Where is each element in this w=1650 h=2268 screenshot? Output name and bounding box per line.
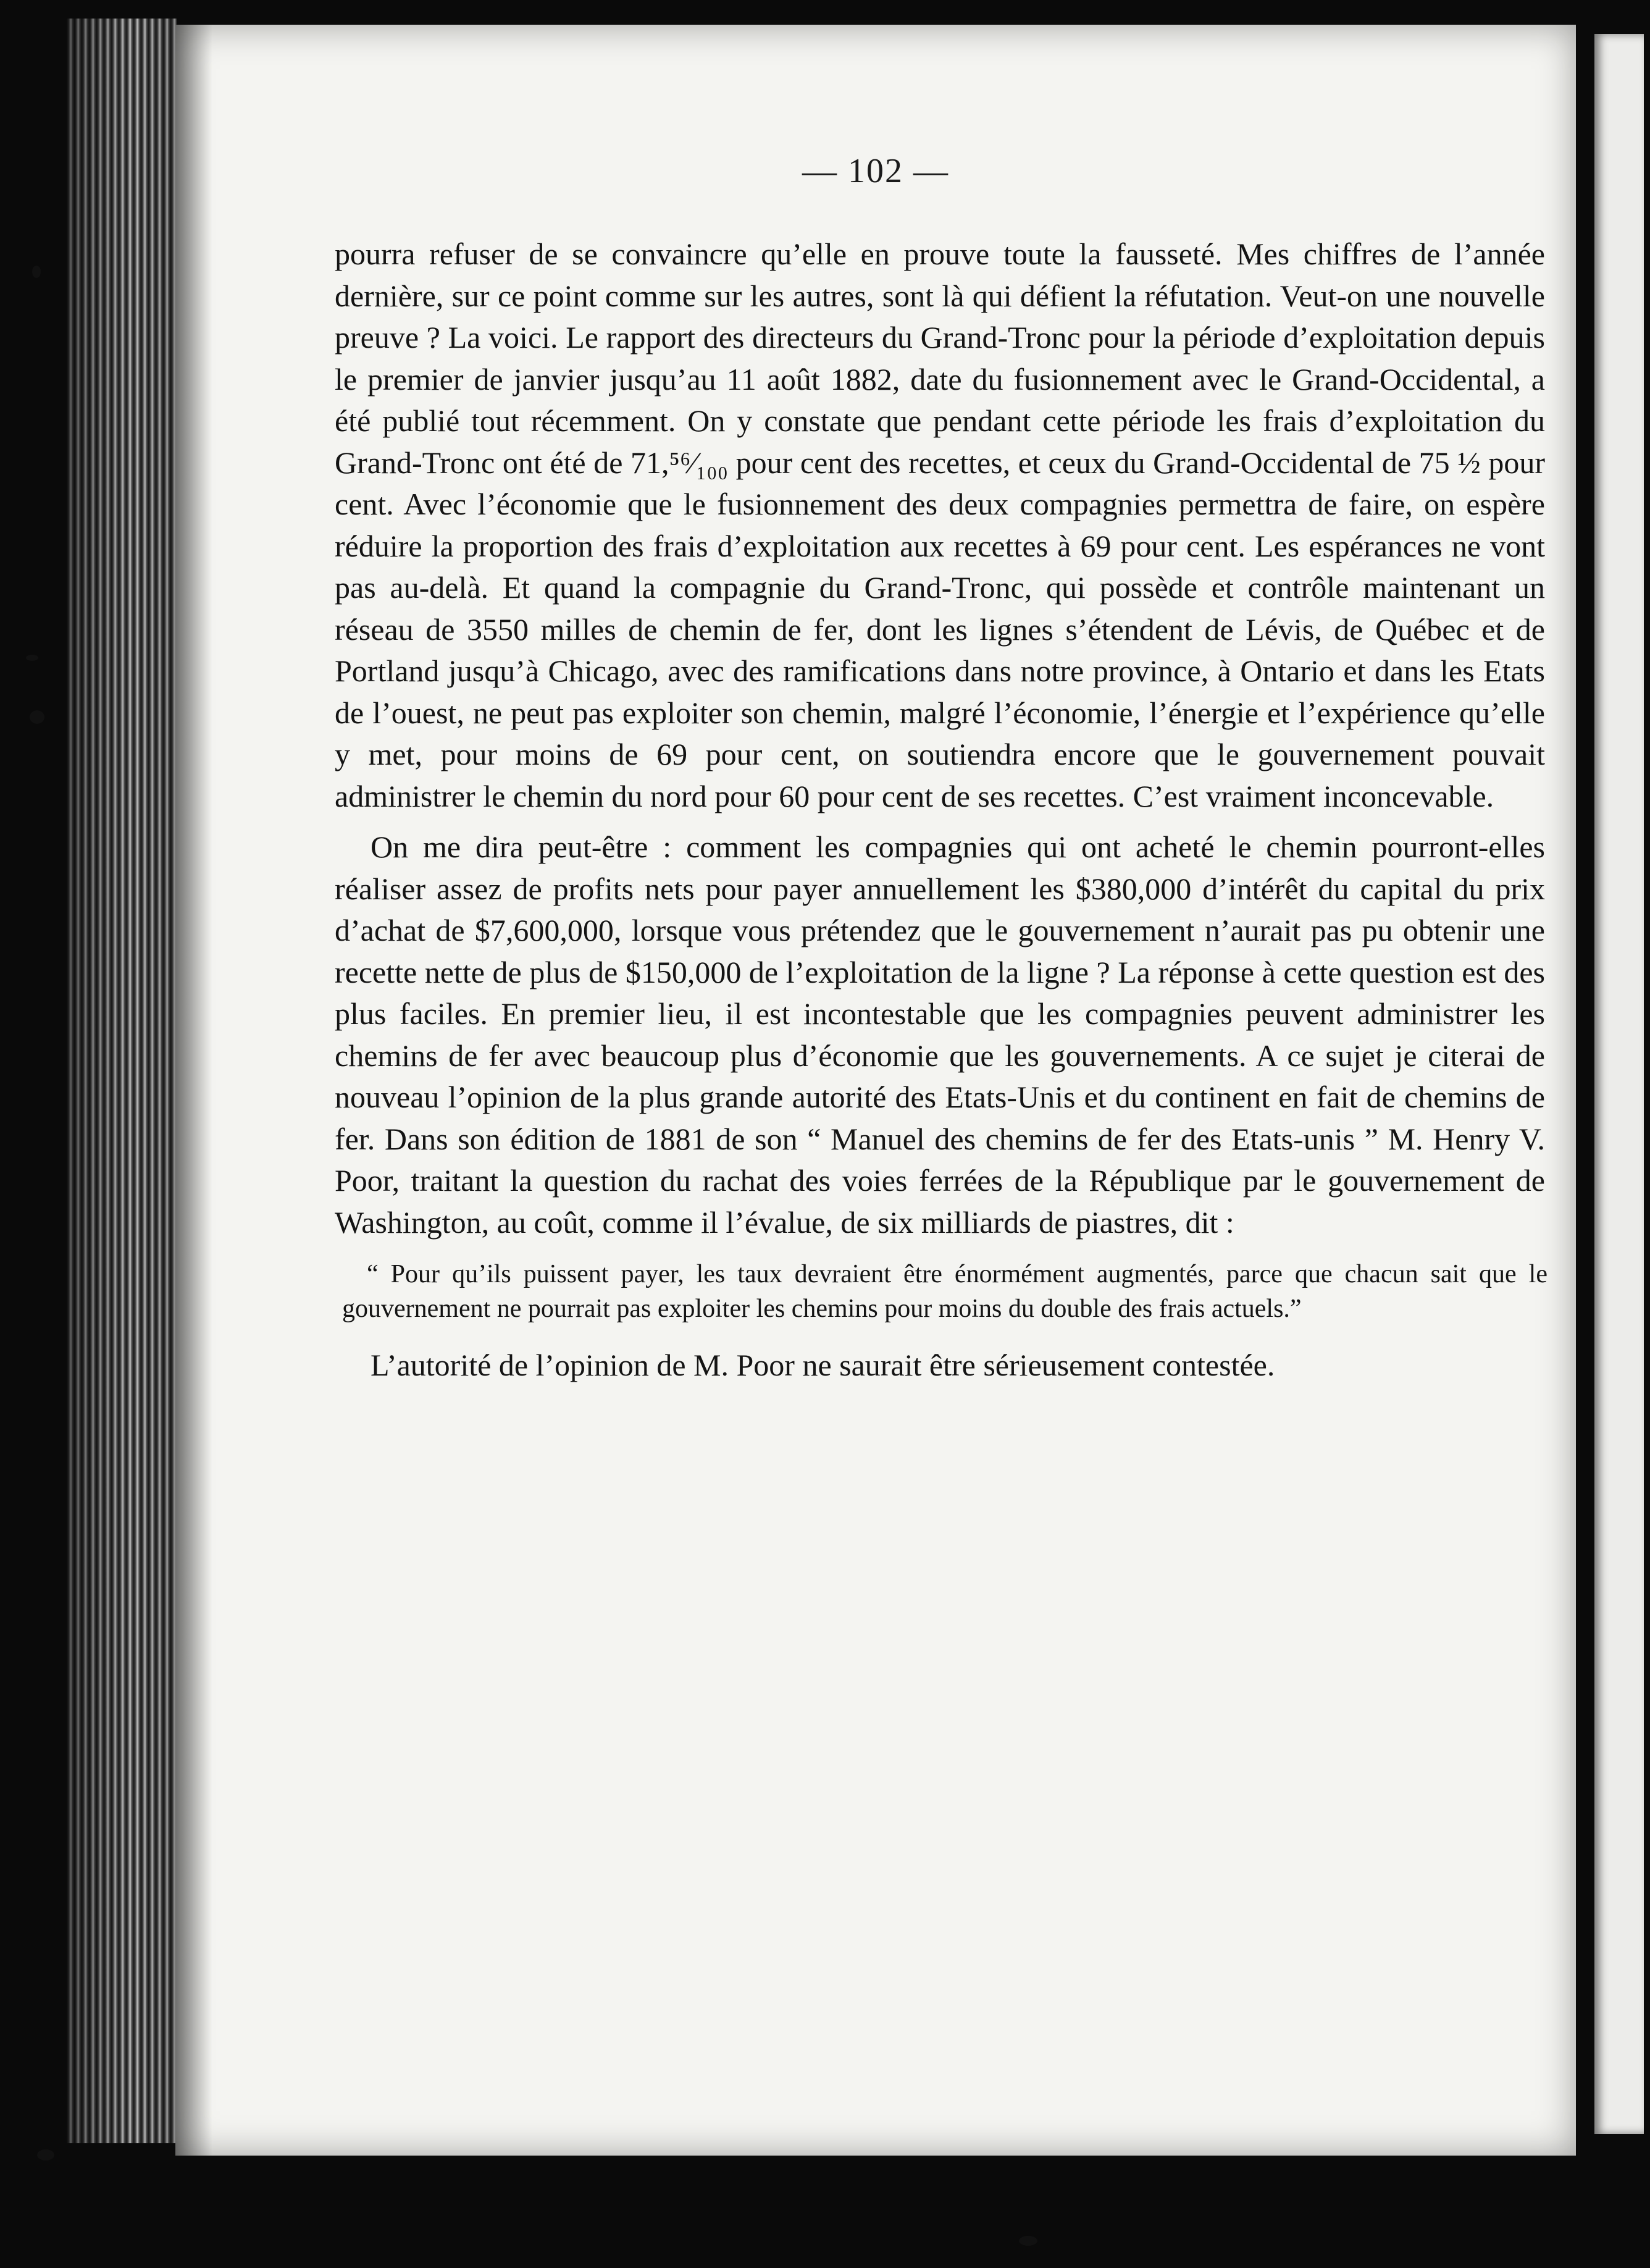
page-body (335, 233, 1545, 1387)
scan-speck (37, 2149, 54, 2161)
scan-speck (32, 266, 41, 278)
paragraph-3: L’autorité de l’opinion de M. Poor ne saurait être sérieusement contestée. (371, 1348, 1275, 1382)
scan-speck (30, 710, 44, 724)
adjacent-page-edge (1594, 34, 1644, 2134)
paragraph-1: pourra refuser de se convaincre qu’elle en prouve toute la fausseté. Mes chiffres de l’année dernière, sur ce point comme sur les autres, sont là qui défient la réfutation. Veut-on une nouvelle preuve ? La voici. Le rapport des directeurs du Grand-Tronc pour la période d’exploitation depuis le premier de janvier jusqu’au 11 août 1882, date du fusionnement avec le Grand-Occidental, a été publié tout récemment. On y constate que pendant cette période les frais d’exploitation du Grand-Tronc ont été de 71,⁵⁶⁄₁₀₀ pour cent des recettes, et ceux du Grand-Occidental de 75 ½ pour cent. Avec l’économie que le fusionnement des deux compagnies permettra de faire, on espère réduire la proportion des frais d’exploitation aux recettes à 69 pour cent. Les espérances ne vont pas au-delà. Et quand la compagnie du Grand-Tronc, qui possède et contrôle maintenant un réseau de 3550 milles de chemin de fer, dont les lignes s’étendent de Lévis, de Québec et de Portland jusqu’à Chicago, avec des ramifications dans notre province, à Ontario et dans les Etats de l’ouest, ne peut pas exploiter son chemin, malgré l’économie, l’énergie et l’expérience qu’elle y met, pour moins de 69 pour cent, on soutiendra encore que le gouvernement pouvait administrer le chemin du nord pour 60 pour cent de ses recettes. C’est vraiment inconcevable. (335, 237, 1545, 813)
scan-speck (26, 655, 38, 661)
scan-speck (1019, 2236, 1037, 2246)
paragraph-2: On me dira peut-être : comment les compagnies qui ont acheté le chemin pourront-elles réaliser assez de profits nets pour payer annuellement les $380,000 d’intérêt du capital du prix d’achat de $7,600,000, lorsque vous prétendez que le gouvernement n’aurait pas pu obtenir une recette nette de plus de $150,000 de l’exploitation de la ligne ? La réponse à cette question est des plus faciles. En premier lieu, il est incontestable que les compagnies peuvent administrer les chemins de fer avec beaucoup plus d’économie que les gouvernements. A ce sujet je citerai de nouveau l’opinion de la plus grande autorité des Etats-Unis et du continent en fait de chemins de fer. Dans son édition de 1881 de son “ Manuel des chemins de fer des Etats-unis ” M. Henry V. Poor, traitant la question du rachat des voies ferrées de la République par le gouvernement de Washington, au coût, comme il l’évalue, de six milliards de piastres, dit : (335, 830, 1545, 1240)
page-number: — 102 — (802, 152, 949, 190)
block-quote: “ Pour qu’ils puissent payer, les taux devraient être énormément augmentés, parce que chacun sait que le gouvernement ne pourrait pas exploiter les chemins pour moins du double des frais actuels.” (342, 1260, 1547, 1323)
book-page (175, 25, 1576, 2156)
book-page-edges (67, 19, 177, 2143)
